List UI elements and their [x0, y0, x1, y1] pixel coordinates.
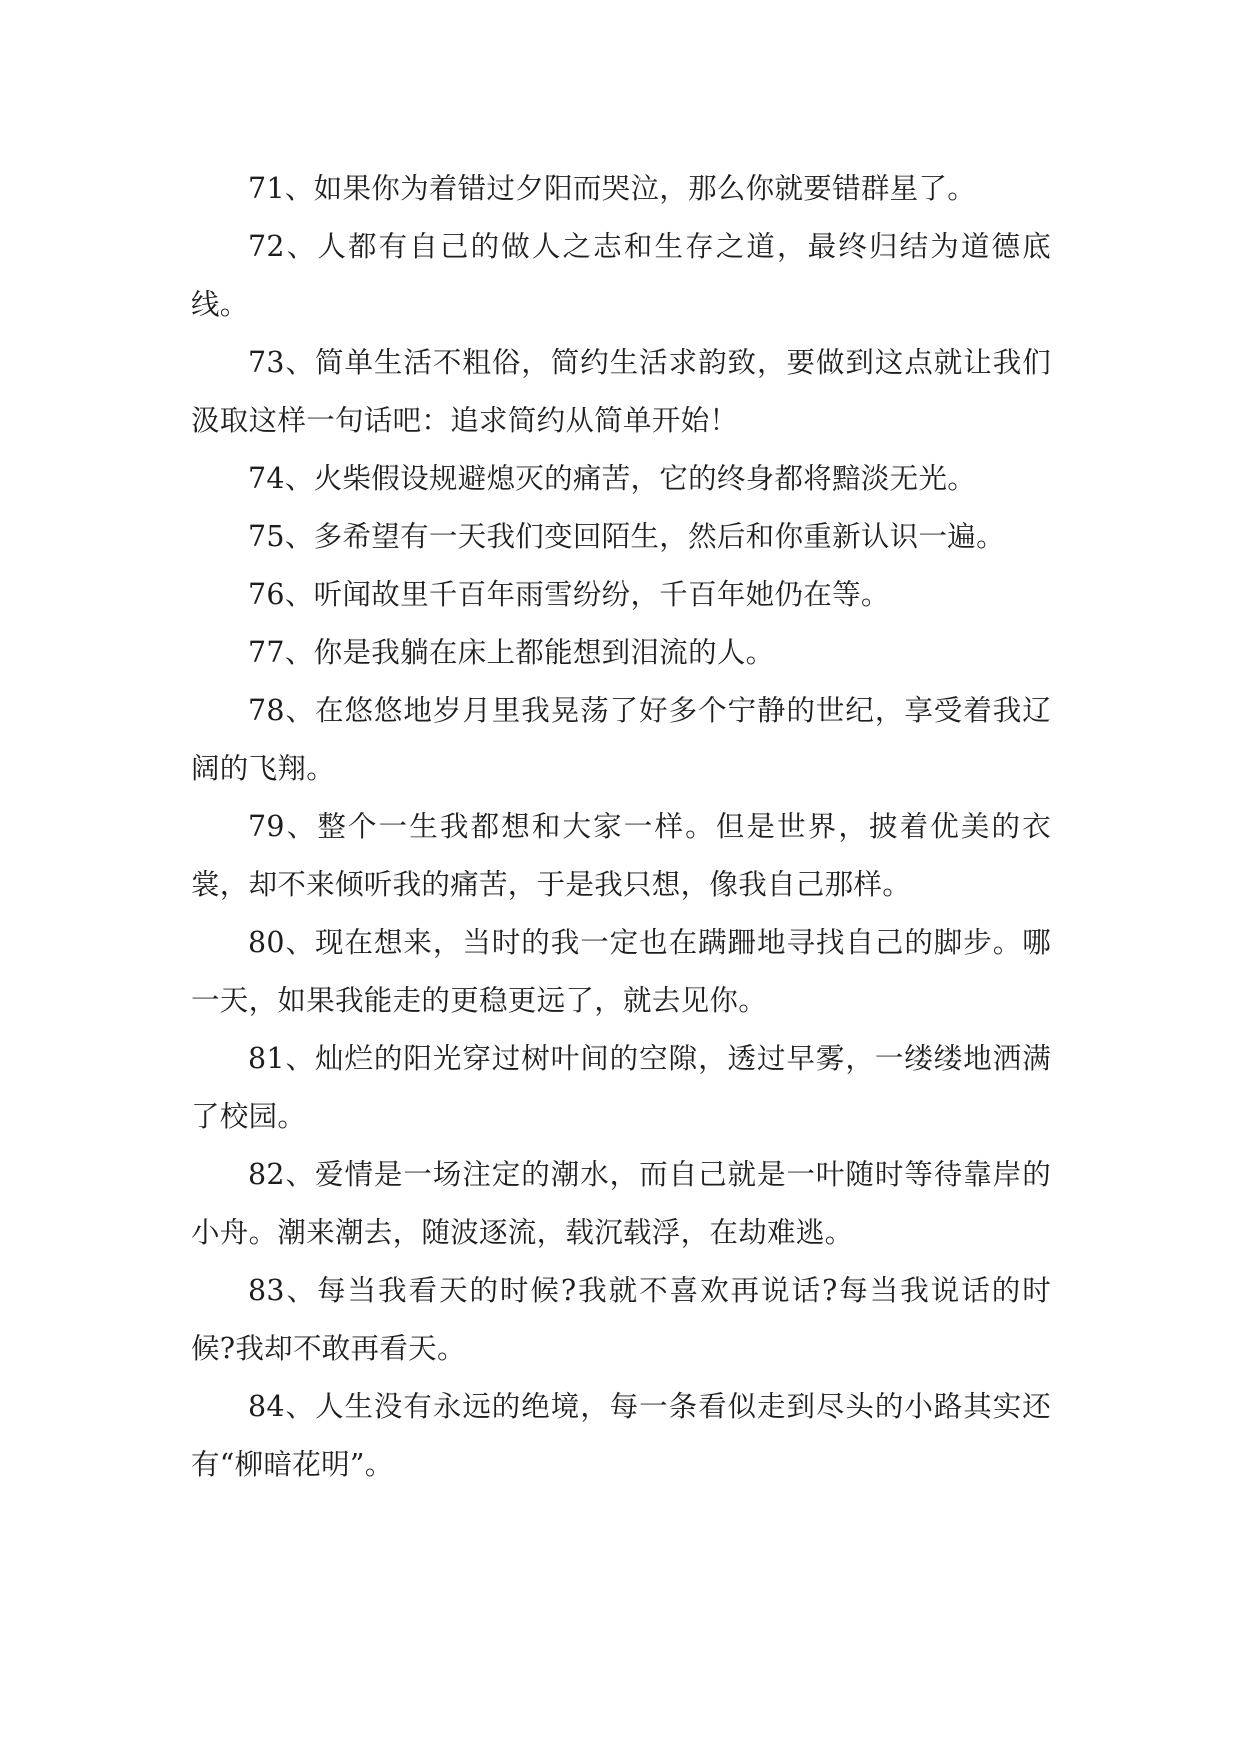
- paragraph-79: 79、整个一生我都想和大家一样。但是世界，披着优美的衣裳，却不来倾听我的痛苦，于是我只想，像我自己那样。: [191, 810, 1051, 901]
- paragraph-83: 83、每当我看天的时候?我就不喜欢再说话?每当我说话的时候?我却不敢再看天。: [191, 1274, 1051, 1365]
- paragraph-71: 71、如果你为着错过夕阳而哭泣，那么你就要错群星了。: [248, 172, 977, 205]
- paragraph-76: 76、听闻故里千百年雨雪纷纷，千百年她仍在等。: [248, 578, 890, 611]
- document-body: [191, 160, 1051, 1494]
- paragraph-73: 73、简单生活不粗俗，简约生活求韵致，要做到这点就让我们汲取这样一句话吧：追求简约从简单开始！: [191, 346, 1051, 437]
- paragraph-84: 84、人生没有永远的绝境，每一条看似走到尽头的小路其实还有“柳暗花明”。: [191, 1390, 1051, 1481]
- paragraph-80: 80、现在想来，当时的我一定也在蹒跚地寻找自己的脚步。哪一天，如果我能走的更稳更远了，就去见你。: [191, 926, 1051, 1017]
- paragraph-81: 81、灿烂的阳光穿过树叶间的空隙，透过早雾，一缕缕地洒满了校园。: [191, 1042, 1051, 1133]
- paragraph-77: 77、你是我躺在床上都能想到泪流的人。: [248, 636, 775, 669]
- paragraph-78: 78、在悠悠地岁月里我晃荡了好多个宁静的世纪，享受着我辽阔的飞翔。: [191, 694, 1051, 785]
- paragraph-72: 72、人都有自己的做人之志和生存之道，最终归结为道德底线。: [191, 230, 1051, 321]
- paragraph-74: 74、火柴假设规避熄灭的痛苦，它的终身都将黯淡无光。: [248, 462, 977, 495]
- paragraph-82: 82、爱情是一场注定的潮水，而自己就是一叶随时等待靠岸的小舟。潮来潮去，随波逐流，载沉载浮，在劫难逃。: [191, 1158, 1051, 1249]
- paragraph-75: 75、多希望有一天我们变回陌生，然后和你重新认识一遍。: [248, 520, 1005, 553]
